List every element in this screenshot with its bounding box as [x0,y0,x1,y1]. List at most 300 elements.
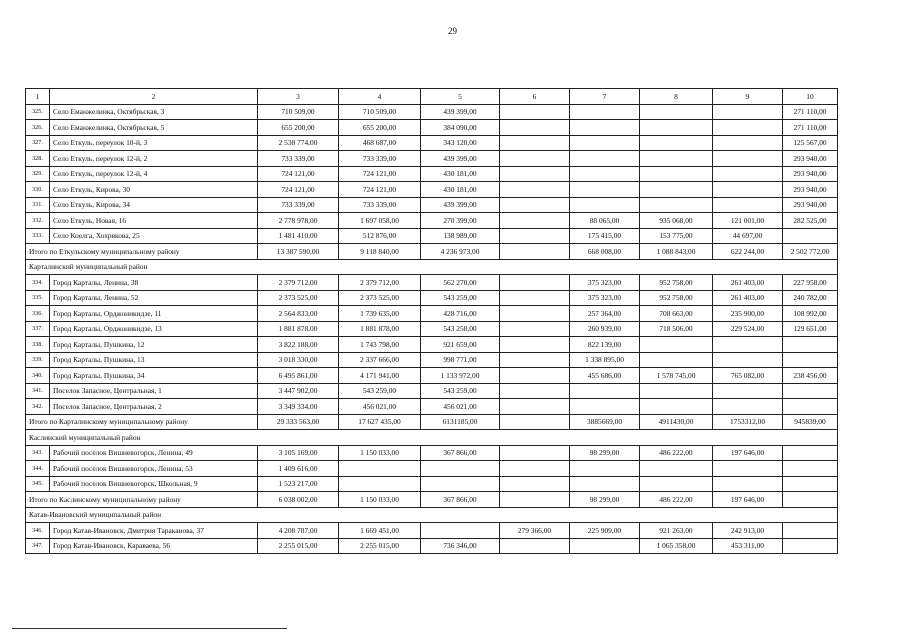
amount-cell [500,213,570,229]
row-number: 327. [26,135,50,151]
address-cell: Город Катав-Ивановск, Дмитрия Тараканова, 37 [50,523,258,539]
amount-cell: 279 366,00 [500,523,570,539]
amount-cell [570,135,640,151]
amount-cell [640,182,713,198]
amount-cell: 2 778 978,00 [258,213,339,229]
amount-cell: 1 523 217,00 [258,476,339,492]
amount-cell [640,476,713,492]
amount-cell [500,383,570,399]
amount-cell: 1 133 972,00 [421,368,500,384]
total-amount-cell [500,244,570,260]
amount-cell: 225 909,00 [570,523,640,539]
amount-cell [783,228,838,244]
district-total-row [26,244,838,260]
amount-cell [570,166,640,182]
total-label: Итого по Карталинскому муниципальному району [26,414,258,430]
amount-cell: 921 659,00 [421,337,500,353]
total-amount-cell: 945839,00 [783,414,838,430]
amount-cell [783,352,838,368]
table-row [26,461,838,477]
amount-cell: 2 255 015,00 [258,538,339,554]
address-cell: Поселок Запасное, Центральная, 1 [50,383,258,399]
total-amount-cell: 4911430,00 [640,414,713,430]
amount-cell [783,399,838,415]
amount-cell: 428 716,00 [421,306,500,322]
amount-cell: 710 509,00 [258,104,339,120]
amount-cell: 724 121,00 [258,182,339,198]
address-cell: Город Карталы, Орджоникидзе, 13 [50,321,258,337]
amount-cell: 724 121,00 [339,182,421,198]
amount-cell: 121 001,00 [713,213,783,229]
amount-cell [640,104,713,120]
table-row [26,321,838,337]
amount-cell: 1 150 033,00 [339,445,421,461]
amount-cell: 455 686,00 [570,368,640,384]
amount-cell [713,166,783,182]
row-number: 332. [26,213,50,229]
table-row [26,213,838,229]
table-row [26,104,838,120]
row-number: 340. [26,368,50,384]
total-amount-cell: 367 866,00 [421,492,500,508]
amount-cell [570,151,640,167]
amount-cell: 456 021,00 [339,399,421,415]
amount-cell: 3 447 902,00 [258,383,339,399]
amount-cell: 543 258,00 [421,321,500,337]
address-cell: Город Карталы, Ленина, 38 [50,275,258,291]
table-row [26,337,838,353]
amount-cell: 1 578 745,00 [640,368,713,384]
amount-cell [783,461,838,477]
amount-cell [640,383,713,399]
amount-cell: 765 082,00 [713,368,783,384]
amount-cell: 2 379 712,00 [339,275,421,291]
amount-cell [570,383,640,399]
table-row [26,135,838,151]
amount-cell: 229 524,00 [713,321,783,337]
table-row [26,182,838,198]
row-number: 342. [26,399,50,415]
amount-cell [500,290,570,306]
amount-cell: 343 120,00 [421,135,500,151]
amount-cell [500,306,570,322]
address-cell: Село Коелга, Хохрякова, 25 [50,228,258,244]
address-cell: Село Еманжелинка, Октябрьская, 3 [50,104,258,120]
amount-cell [713,461,783,477]
total-label: Итого по Каслинскому муниципальному району [26,492,258,508]
table-row [26,445,838,461]
column-number: 6 [500,89,570,105]
amount-cell: 1 697 058,00 [339,213,421,229]
district-name: Каслинский муниципальный район [26,430,838,446]
amount-cell: 138 989,00 [421,228,500,244]
amount-cell [713,104,783,120]
row-number: 334. [26,275,50,291]
total-label: Итого по Еткульскому муниципальному району [26,244,258,260]
amount-cell: 108 992,00 [783,306,838,322]
column-number-row [26,89,838,105]
amount-cell: 293 940,00 [783,151,838,167]
table-row [26,368,838,384]
address-cell: Рабочий поселок Вишневогорск, Ленина, 53 [50,461,258,477]
row-number: 330. [26,182,50,198]
amount-cell: 260 939,00 [570,321,640,337]
row-number: 343. [26,445,50,461]
table-row [26,476,838,492]
amount-cell: 293 940,00 [783,197,838,213]
table-row [26,290,838,306]
amount-cell: 733 339,00 [258,151,339,167]
amount-cell [570,399,640,415]
amount-cell: 952 758,00 [640,275,713,291]
district-header-row [26,259,838,275]
district-header-row [26,507,838,523]
address-cell: Село Еткуль, Кирова, 30 [50,182,258,198]
amount-cell [421,476,500,492]
amount-cell [500,321,570,337]
amount-cell: 238 456,00 [783,368,838,384]
amount-cell: 2 373 525,00 [339,290,421,306]
address-cell: Село Еткуль, переулок 12-й, 2 [50,151,258,167]
amount-cell: 2 255 015,00 [339,538,421,554]
amount-cell: 271 110,00 [783,120,838,136]
amount-cell [640,197,713,213]
amount-cell: 2 538 774,00 [258,135,339,151]
amount-cell: 655 200,00 [339,120,421,136]
amount-cell: 543 259,00 [421,290,500,306]
amount-cell: 1 481 410,00 [258,228,339,244]
address-cell: Город Карталы, Орджоникидзе, 11 [50,306,258,322]
address-cell: Рабочий поселок Вишневогорск, Ленина, 49 [50,445,258,461]
address-cell: Село Еткуль, переулок 12-й, 4 [50,166,258,182]
amount-cell: 724 121,00 [339,166,421,182]
district-total-row [26,414,838,430]
address-cell: Рабочий поселок Вишневогорск, Школьная, 9 [50,476,258,492]
amount-cell: 88 065,00 [570,213,640,229]
row-number: 331. [26,197,50,213]
amount-cell [713,182,783,198]
amount-cell: 44 697,00 [713,228,783,244]
amount-cell: 257 364,00 [570,306,640,322]
address-cell: Город Карталы, Пушкина, 13 [50,352,258,368]
total-amount-cell [500,492,570,508]
amount-cell: 3 349 334,00 [258,399,339,415]
amount-cell: 367 866,00 [421,445,500,461]
amount-cell: 2 337 666,00 [339,352,421,368]
address-cell: Поселок Запасное, Центральная, 2 [50,399,258,415]
row-number: 339. [26,352,50,368]
amount-cell: 4 208 787,00 [258,523,339,539]
district-name: Катав-Ивановский муниципальный район [26,507,838,523]
amount-cell: 543 259,00 [421,383,500,399]
amount-cell [500,461,570,477]
column-number: 1 [26,89,50,105]
amount-cell: 1 881 878,00 [258,321,339,337]
address-cell: Село Еманжелинка, Октябрьская, 5 [50,120,258,136]
amount-cell [339,461,421,477]
amount-cell [783,523,838,539]
amount-cell: 293 940,00 [783,182,838,198]
amount-cell [570,104,640,120]
amount-cell: 2 379 712,00 [258,275,339,291]
row-number: 345. [26,476,50,492]
row-number: 329. [26,166,50,182]
amount-cell: 261 403,00 [713,290,783,306]
amount-cell [713,399,783,415]
amount-cell: 468 687,00 [339,135,421,151]
amount-cell: 736 346,00 [421,538,500,554]
total-amount-cell: 13 387 590,00 [258,244,339,260]
total-amount-cell: 622 244,00 [713,244,783,260]
total-amount-cell: 1 088 843,00 [640,244,713,260]
district-name: Карталинский муниципальный район [26,259,838,275]
row-number: 335. [26,290,50,306]
amount-cell: 227 958,00 [783,275,838,291]
row-number: 336. [26,306,50,322]
row-number: 344. [26,461,50,477]
amount-cell: 240 782,00 [783,290,838,306]
amount-cell [500,445,570,461]
amount-cell: 430 181,00 [421,166,500,182]
amount-cell [640,352,713,368]
amount-cell: 1 881 878,00 [339,321,421,337]
amount-cell: 375 323,00 [570,275,640,291]
address-cell: Город Карталы, Пушкина, 34 [50,368,258,384]
page-number: 29 [448,26,457,36]
amount-cell [640,120,713,136]
row-number: 341. [26,383,50,399]
amount-cell: 921 263,00 [640,523,713,539]
amount-cell: 129 651,00 [783,321,838,337]
amount-cell [713,383,783,399]
amount-cell [500,182,570,198]
row-number: 328. [26,151,50,167]
amount-cell [421,523,500,539]
amount-cell: 718 506,00 [640,321,713,337]
amount-cell: 733 339,00 [339,151,421,167]
amount-cell: 2 373 525,00 [258,290,339,306]
table-row [26,228,838,244]
footer-divider [12,628,287,629]
column-number: 5 [421,89,500,105]
amount-cell: 242 913,00 [713,523,783,539]
column-number: 2 [50,89,258,105]
table-row [26,399,838,415]
amount-cell [500,337,570,353]
amount-cell: 1 743 798,00 [339,337,421,353]
amount-cell: 2 564 833,00 [258,306,339,322]
total-amount-cell: 1 150 033,00 [339,492,421,508]
total-amount-cell: 6131185,00 [421,414,500,430]
amount-cell [640,337,713,353]
amount-cell: 3 018 330,00 [258,352,339,368]
amount-cell: 733 339,00 [258,197,339,213]
table-row [26,352,838,368]
column-number: 7 [570,89,640,105]
amount-cell: 952 758,00 [640,290,713,306]
amount-cell [570,538,640,554]
amount-cell: 175 415,00 [570,228,640,244]
address-cell: Село Еткуль, переулок 10-й, 3 [50,135,258,151]
total-amount-cell: 197 646,00 [713,492,783,508]
district-header-row [26,430,838,446]
amount-cell: 125 567,00 [783,135,838,151]
amount-cell: 3 822 188,00 [258,337,339,353]
amount-cell: 998 771,00 [421,352,500,368]
amount-cell [783,538,838,554]
amount-cell: 439 399,00 [421,104,500,120]
amount-cell: 235 900,00 [713,306,783,322]
register-table [25,88,838,554]
amount-cell: 708 663,00 [640,306,713,322]
amount-cell [500,368,570,384]
amount-cell [640,135,713,151]
amount-cell [570,476,640,492]
address-cell: Село Еткуль, Новая, 16 [50,213,258,229]
amount-cell [500,538,570,554]
amount-cell: 655 200,00 [258,120,339,136]
amount-cell [500,476,570,492]
amount-cell [339,476,421,492]
amount-cell: 439 399,00 [421,151,500,167]
amount-cell [570,182,640,198]
amount-cell: 197 646,00 [713,445,783,461]
total-amount-cell: 3885669,00 [570,414,640,430]
amount-cell: 562 270,00 [421,275,500,291]
address-cell: Город Карталы, Пушкина, 12 [50,337,258,353]
column-number: 10 [783,89,838,105]
amount-cell: 453 311,00 [713,538,783,554]
address-cell: Город Катав-Ивановск, Караваева, 56 [50,538,258,554]
amount-cell [500,166,570,182]
table-body [26,89,838,554]
table-row [26,538,838,554]
amount-cell: 439 399,00 [421,197,500,213]
total-amount-cell: 29 333 563,00 [258,414,339,430]
amount-cell: 1 065 358,00 [640,538,713,554]
column-number: 9 [713,89,783,105]
amount-cell [713,151,783,167]
amount-cell [570,197,640,213]
total-amount-cell: 98 299,00 [570,492,640,508]
amount-cell [640,461,713,477]
amount-cell [421,461,500,477]
table-row [26,197,838,213]
amount-cell: 271 110,00 [783,104,838,120]
amount-cell: 282 525,00 [783,213,838,229]
amount-cell [713,135,783,151]
amount-cell: 430 181,00 [421,182,500,198]
table-row [26,306,838,322]
amount-cell [713,337,783,353]
amount-cell [500,151,570,167]
total-amount-cell: 17 627 435,00 [339,414,421,430]
amount-cell: 270 399,00 [421,213,500,229]
amount-cell [713,352,783,368]
table-row [26,383,838,399]
amount-cell [500,135,570,151]
column-number: 3 [258,89,339,105]
amount-cell [783,337,838,353]
column-number: 4 [339,89,421,105]
amount-cell: 3 105 169,00 [258,445,339,461]
column-number: 8 [640,89,713,105]
amount-cell [570,461,640,477]
row-number: 337. [26,321,50,337]
amount-cell: 724 121,00 [258,166,339,182]
amount-cell [500,399,570,415]
total-amount-cell [500,414,570,430]
table-row [26,120,838,136]
amount-cell [783,476,838,492]
table-row [26,151,838,167]
amount-cell: 4 171 941,00 [339,368,421,384]
amount-cell: 456 021,00 [421,399,500,415]
amount-cell: 733 339,00 [339,197,421,213]
table-row [26,523,838,539]
total-amount-cell: 9 118 840,00 [339,244,421,260]
total-amount-cell: 1753312,00 [713,414,783,430]
amount-cell: 384 090,00 [421,120,500,136]
amount-cell [570,120,640,136]
amount-cell: 375 323,00 [570,290,640,306]
amount-cell [500,228,570,244]
amount-cell: 293 940,00 [783,166,838,182]
amount-cell: 1 338 895,00 [570,352,640,368]
row-number: 346. [26,523,50,539]
amount-cell: 1 669 451,00 [339,523,421,539]
amount-cell [500,104,570,120]
total-amount-cell: 668 008,00 [570,244,640,260]
amount-cell: 1 739 635,00 [339,306,421,322]
total-amount-cell: 486 222,00 [640,492,713,508]
amount-cell: 6 495 861,00 [258,368,339,384]
amount-cell [783,383,838,399]
district-total-row [26,492,838,508]
amount-cell [500,197,570,213]
row-number: 338. [26,337,50,353]
address-cell: Село Еткуль, Кирова, 34 [50,197,258,213]
amount-cell [713,120,783,136]
address-cell: Город Карталы, Ленина, 52 [50,290,258,306]
row-number: 333. [26,228,50,244]
amount-cell: 261 403,00 [713,275,783,291]
amount-cell [713,476,783,492]
amount-cell: 822 139,00 [570,337,640,353]
amount-cell [640,166,713,182]
amount-cell [640,399,713,415]
row-number: 347. [26,538,50,554]
amount-cell [640,151,713,167]
total-amount-cell: 2 502 772,00 [783,244,838,260]
amount-cell: 710 509,00 [339,104,421,120]
table-row [26,275,838,291]
amount-cell [500,275,570,291]
table-row [26,166,838,182]
amount-cell [713,197,783,213]
amount-cell: 1 409 616,00 [258,461,339,477]
total-amount-cell: 4 236 973,00 [421,244,500,260]
amount-cell [500,352,570,368]
amount-cell: 153 775,00 [640,228,713,244]
amount-cell: 512 876,00 [339,228,421,244]
amount-cell [783,445,838,461]
amount-cell [500,120,570,136]
amount-cell: 543 259,00 [339,383,421,399]
total-amount-cell: 6 038 002,00 [258,492,339,508]
row-number: 325. [26,104,50,120]
amount-cell: 935 068,00 [640,213,713,229]
